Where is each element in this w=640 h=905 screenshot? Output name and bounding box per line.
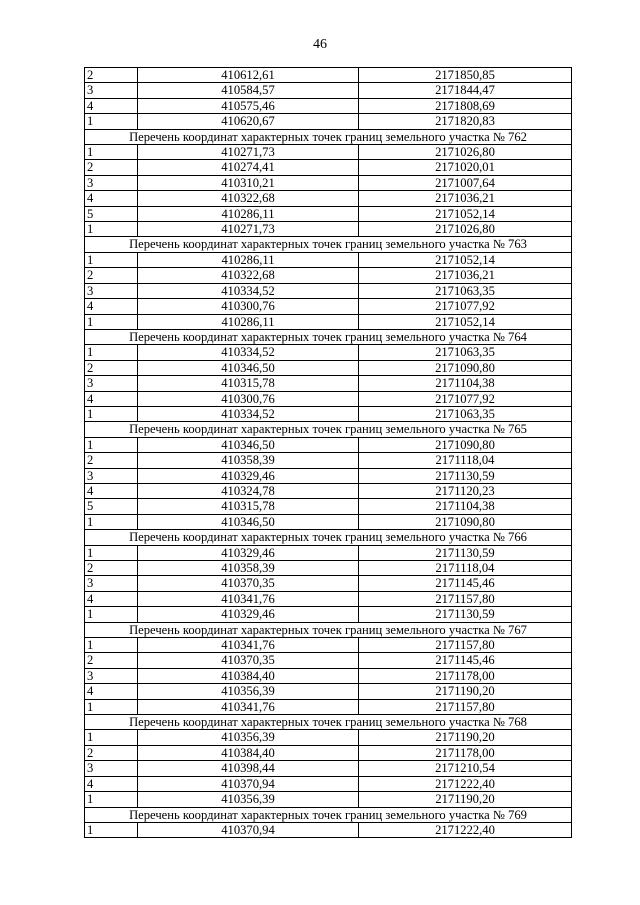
x-coordinate: 410370,35: [138, 653, 359, 668]
section-heading-row: [85, 530, 572, 545]
x-coordinate: 410329,46: [138, 545, 359, 560]
table-row: [85, 545, 572, 560]
table-row: [85, 653, 572, 668]
y-coordinate: 2171190,20: [359, 684, 572, 699]
y-coordinate: 2171157,80: [359, 591, 572, 606]
point-number: 1: [85, 345, 138, 360]
point-number: 4: [85, 299, 138, 314]
y-coordinate: 2171063,35: [359, 283, 572, 298]
table-row: [85, 468, 572, 483]
table-row: [85, 730, 572, 745]
x-coordinate: 410286,11: [138, 314, 359, 329]
y-coordinate: 2171036,21: [359, 268, 572, 283]
point-number: 4: [85, 98, 138, 113]
table-row: [85, 699, 572, 714]
section-heading: Перечень координат характерных точек границ земельного участка № 769: [85, 807, 572, 822]
y-coordinate: 2171157,80: [359, 638, 572, 653]
point-number: 1: [85, 252, 138, 267]
table-row: [85, 83, 572, 98]
x-coordinate: 410329,46: [138, 607, 359, 622]
table-row: [85, 406, 572, 421]
table-row: [85, 437, 572, 452]
x-coordinate: 410384,40: [138, 668, 359, 683]
section-heading: Перечень координат характерных точек границ земельного участка № 765: [85, 422, 572, 437]
y-coordinate: 2171190,20: [359, 792, 572, 807]
x-coordinate: 410300,76: [138, 299, 359, 314]
x-coordinate: 410384,40: [138, 745, 359, 760]
point-number: 5: [85, 206, 138, 221]
table-row: [85, 299, 572, 314]
table-row: [85, 268, 572, 283]
table-row: [85, 252, 572, 267]
point-number: 3: [85, 468, 138, 483]
section-heading-row: [85, 422, 572, 437]
y-coordinate: 2171052,14: [359, 314, 572, 329]
point-number: 1: [85, 699, 138, 714]
x-coordinate: 410334,52: [138, 283, 359, 298]
y-coordinate: 2171210,54: [359, 761, 572, 776]
point-number: 2: [85, 268, 138, 283]
x-coordinate: 410612,61: [138, 68, 359, 83]
table-row: [85, 638, 572, 653]
table-row: [85, 561, 572, 576]
y-coordinate: 2171820,83: [359, 114, 572, 129]
y-coordinate: 2171090,80: [359, 360, 572, 375]
x-coordinate: 410358,39: [138, 561, 359, 576]
section-heading: Перечень координат характерных точек границ земельного участка № 762: [85, 129, 572, 144]
point-number: 1: [85, 314, 138, 329]
y-coordinate: 2171026,80: [359, 222, 572, 237]
table-row: [85, 822, 572, 837]
point-number: 2: [85, 160, 138, 175]
y-coordinate: 2171850,85: [359, 68, 572, 83]
x-coordinate: 410346,50: [138, 514, 359, 529]
x-coordinate: 410346,50: [138, 360, 359, 375]
point-number: 2: [85, 68, 138, 83]
table-row: [85, 191, 572, 206]
section-heading: Перечень координат характерных точек границ земельного участка № 763: [85, 237, 572, 252]
y-coordinate: 2171104,38: [359, 376, 572, 391]
table-row: [85, 175, 572, 190]
point-number: 2: [85, 561, 138, 576]
x-coordinate: 410334,52: [138, 345, 359, 360]
section-heading-row: [85, 329, 572, 344]
point-number: 4: [85, 684, 138, 699]
page-number: 46: [313, 37, 327, 52]
y-coordinate: 2171090,80: [359, 514, 572, 529]
x-coordinate: 410322,68: [138, 268, 359, 283]
x-coordinate: 410271,73: [138, 222, 359, 237]
point-number: 2: [85, 653, 138, 668]
table-row: [85, 684, 572, 699]
y-coordinate: 2171118,04: [359, 453, 572, 468]
point-number: 3: [85, 83, 138, 98]
table-row: [85, 206, 572, 221]
table-row: [85, 114, 572, 129]
y-coordinate: 2171036,21: [359, 191, 572, 206]
section-heading: Перечень координат характерных точек границ земельного участка № 768: [85, 715, 572, 730]
x-coordinate: 410358,39: [138, 453, 359, 468]
coordinates-table: [84, 67, 572, 838]
x-coordinate: 410334,52: [138, 406, 359, 421]
point-number: 1: [85, 145, 138, 160]
point-number: 1: [85, 114, 138, 129]
table-row: [85, 222, 572, 237]
x-coordinate: 410370,94: [138, 822, 359, 837]
y-coordinate: 2171222,40: [359, 822, 572, 837]
y-coordinate: 2171090,80: [359, 437, 572, 452]
point-number: 1: [85, 822, 138, 837]
section-heading: Перечень координат характерных точек границ земельного участка № 764: [85, 329, 572, 344]
x-coordinate: 410324,78: [138, 483, 359, 498]
table-row: [85, 391, 572, 406]
y-coordinate: 2171104,38: [359, 499, 572, 514]
x-coordinate: 410341,76: [138, 699, 359, 714]
y-coordinate: 2171077,92: [359, 391, 572, 406]
table-row: [85, 376, 572, 391]
x-coordinate: 410274,41: [138, 160, 359, 175]
y-coordinate: 2171063,35: [359, 345, 572, 360]
x-coordinate: 410370,94: [138, 776, 359, 791]
y-coordinate: 2171145,46: [359, 653, 572, 668]
point-number: 3: [85, 283, 138, 298]
point-number: 3: [85, 376, 138, 391]
x-coordinate: 410286,11: [138, 252, 359, 267]
table-row: [85, 792, 572, 807]
point-number: 1: [85, 545, 138, 560]
point-number: 1: [85, 222, 138, 237]
point-number: 4: [85, 391, 138, 406]
x-coordinate: 410356,39: [138, 730, 359, 745]
table-row: [85, 68, 572, 83]
table-row: [85, 453, 572, 468]
x-coordinate: 410315,78: [138, 499, 359, 514]
y-coordinate: 2171052,14: [359, 252, 572, 267]
section-heading: Перечень координат характерных точек границ земельного участка № 767: [85, 622, 572, 637]
table-row: [85, 360, 572, 375]
y-coordinate: 2171178,00: [359, 745, 572, 760]
y-coordinate: 2171118,04: [359, 561, 572, 576]
y-coordinate: 2171157,80: [359, 699, 572, 714]
point-number: 2: [85, 360, 138, 375]
section-heading-row: [85, 807, 572, 822]
coordinates-table-body: [85, 68, 572, 838]
x-coordinate: 410300,76: [138, 391, 359, 406]
y-coordinate: 2171178,00: [359, 668, 572, 683]
x-coordinate: 410575,46: [138, 98, 359, 113]
x-coordinate: 410356,39: [138, 684, 359, 699]
table-row: [85, 514, 572, 529]
y-coordinate: 2171190,20: [359, 730, 572, 745]
point-number: 1: [85, 792, 138, 807]
point-number: 4: [85, 591, 138, 606]
x-coordinate: 410341,76: [138, 591, 359, 606]
table-row: [85, 345, 572, 360]
table-row: [85, 591, 572, 606]
x-coordinate: 410341,76: [138, 638, 359, 653]
y-coordinate: 2171145,46: [359, 576, 572, 591]
table-row: [85, 607, 572, 622]
y-coordinate: 2171063,35: [359, 406, 572, 421]
y-coordinate: 2171052,14: [359, 206, 572, 221]
y-coordinate: 2171007,64: [359, 175, 572, 190]
section-heading-row: [85, 622, 572, 637]
section-heading: Перечень координат характерных точек границ земельного участка № 766: [85, 530, 572, 545]
y-coordinate: 2171130,59: [359, 607, 572, 622]
point-number: 5: [85, 499, 138, 514]
table-row: [85, 776, 572, 791]
x-coordinate: 410584,57: [138, 83, 359, 98]
x-coordinate: 410346,50: [138, 437, 359, 452]
section-heading-row: [85, 715, 572, 730]
y-coordinate: 2171120,23: [359, 483, 572, 498]
point-number: 1: [85, 514, 138, 529]
table-row: [85, 283, 572, 298]
table-row: [85, 98, 572, 113]
point-number: 1: [85, 437, 138, 452]
point-number: 4: [85, 483, 138, 498]
point-number: 3: [85, 175, 138, 190]
y-coordinate: 2171130,59: [359, 468, 572, 483]
point-number: 3: [85, 668, 138, 683]
point-number: 1: [85, 730, 138, 745]
table-row: [85, 668, 572, 683]
x-coordinate: 410620,67: [138, 114, 359, 129]
point-number: 2: [85, 453, 138, 468]
table-row: [85, 499, 572, 514]
point-number: 4: [85, 191, 138, 206]
y-coordinate: 2171020,01: [359, 160, 572, 175]
table-row: [85, 761, 572, 776]
y-coordinate: 2171222,40: [359, 776, 572, 791]
y-coordinate: 2171077,92: [359, 299, 572, 314]
x-coordinate: 410310,21: [138, 175, 359, 190]
table-row: [85, 145, 572, 160]
x-coordinate: 410315,78: [138, 376, 359, 391]
table-row: [85, 576, 572, 591]
point-number: 1: [85, 638, 138, 653]
point-number: 1: [85, 607, 138, 622]
x-coordinate: 410329,46: [138, 468, 359, 483]
x-coordinate: 410370,35: [138, 576, 359, 591]
section-heading-row: [85, 237, 572, 252]
x-coordinate: 410398,44: [138, 761, 359, 776]
table-row: [85, 160, 572, 175]
point-number: 4: [85, 776, 138, 791]
y-coordinate: 2171026,80: [359, 145, 572, 160]
y-coordinate: 2171130,59: [359, 545, 572, 560]
y-coordinate: 2171808,69: [359, 98, 572, 113]
point-number: 3: [85, 761, 138, 776]
x-coordinate: 410271,73: [138, 145, 359, 160]
table-row: [85, 745, 572, 760]
point-number: 2: [85, 745, 138, 760]
x-coordinate: 410286,11: [138, 206, 359, 221]
point-number: 3: [85, 576, 138, 591]
x-coordinate: 410322,68: [138, 191, 359, 206]
table-row: [85, 314, 572, 329]
table-row: [85, 483, 572, 498]
section-heading-row: [85, 129, 572, 144]
point-number: 1: [85, 406, 138, 421]
y-coordinate: 2171844,47: [359, 83, 572, 98]
x-coordinate: 410356,39: [138, 792, 359, 807]
